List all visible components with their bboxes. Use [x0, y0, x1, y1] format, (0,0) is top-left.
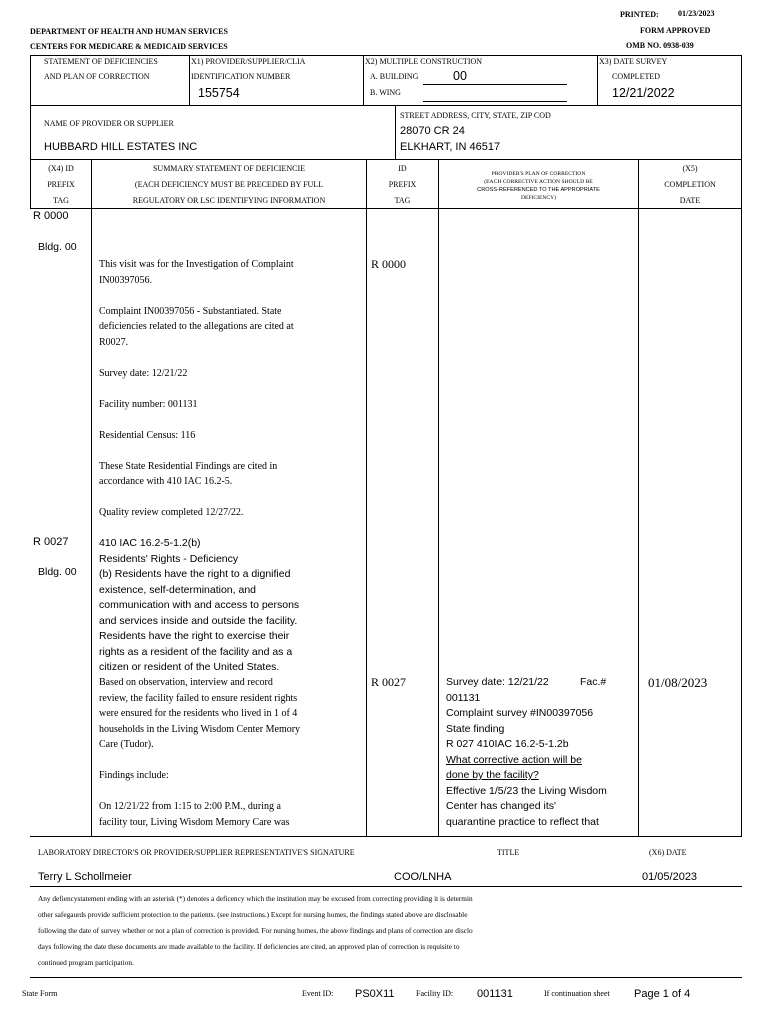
- state-form-label: State Form: [22, 989, 58, 998]
- provider-id-label-2: IDENTIFICATION NUMBER: [191, 72, 291, 81]
- plan-line: State finding: [446, 722, 505, 735]
- col3-header-2: PREFIX: [388, 180, 417, 189]
- signature-label: LABORATORY DIRECTOR'S OR PROVIDER/SUPPLIER REPRESENTATIVE'S SIGNATURE: [38, 848, 355, 857]
- signature-date: 01/05/2023: [642, 871, 698, 883]
- signer-name: Terry L Schollmeier: [38, 871, 132, 883]
- plan-line: quarantine practice to reflect that: [446, 815, 599, 828]
- event-id-label: Event ID:: [302, 989, 334, 998]
- provider-name-label: NAME OF PROVIDER OR SUPPLIER: [44, 119, 174, 128]
- building-label: A. BUILDING: [370, 72, 419, 81]
- wing-label: B. WING: [370, 88, 401, 97]
- r0000-prefix: R 0000: [371, 257, 407, 271]
- department-title: DEPARTMENT OF HEALTH AND HUMAN SERVICES: [30, 27, 228, 36]
- building-value: 00: [453, 69, 467, 83]
- statement-label-1: STATEMENT OF DEFICIENCIES: [44, 57, 158, 66]
- summary-line: deficiencies related to the allegations are cited at: [99, 321, 294, 332]
- regulation-line: 410 IAC 16.2-5-1.2(b): [99, 537, 201, 549]
- plan-line: 001131: [446, 691, 481, 704]
- event-id: PS0X11: [355, 988, 395, 1000]
- findings-line: Care (Tudor).: [99, 739, 154, 750]
- regulation-line: communication with and access to persons: [99, 599, 300, 611]
- plan-line: Center has changed its': [446, 800, 556, 812]
- disclaimer-line: Any defiencystatement ending with an asterisk (*) denotes a deficency which the institution may be excused from correcting providing it is determin: [38, 894, 473, 903]
- col3-header-3: TAG: [394, 196, 411, 205]
- summary-line: Quality review completed 12/27/22.: [99, 507, 244, 518]
- col5-header-1: (X5): [682, 164, 698, 173]
- plan-line: done by the facility?: [446, 769, 539, 781]
- findings-line: facility tour, Living Wisdom Memory Care was: [99, 816, 290, 828]
- r0000-bldg: Bldg. 00: [38, 241, 77, 253]
- date-survey-label: X3) DATE SURVEY: [599, 57, 668, 66]
- col1-header-3: TAG: [53, 196, 69, 205]
- disclaimer-line: other safegaurds provide sufficient protection to the patients. (see instructions.) Except for nursing homes, the findings stated above are disclosable: [38, 910, 468, 919]
- regulation-line: Residents' Rights - Deficiency: [99, 552, 239, 565]
- plan-line: Complaint survey #IN00397056: [446, 707, 594, 719]
- facility-id-label: Facility ID:: [416, 989, 454, 998]
- city-state-zip: ELKHART, IN 46517: [400, 141, 501, 153]
- findings-line: were ensured for the residents who lived in 1 of 4: [99, 708, 298, 719]
- date-completed-label: COMPLETED: [612, 72, 660, 81]
- col2-header-1: SUMMARY STATEMENT OF DEFICIENCIE: [152, 164, 306, 173]
- summary-line: IN00397056.: [99, 274, 153, 286]
- col5-header-2: COMPLETION: [664, 180, 716, 189]
- facility-id: 001131: [477, 988, 513, 1000]
- col3-header-1: ID: [398, 164, 407, 173]
- address-label: STREET ADDRESS, CITY, STATE, ZIP COD: [400, 111, 551, 120]
- printed-label: PRINTED:: [620, 10, 659, 19]
- provider-id-label-1: X1) PROVIDER/SUPPLIER/CLIA: [191, 57, 306, 66]
- plan-line: What corrective action will be: [446, 753, 582, 766]
- regulation-line: and services inside and outside the facility.: [99, 614, 298, 627]
- statement-label-2: AND PLAN OF CORRECTION: [44, 72, 150, 81]
- provider-id-value: 155754: [198, 86, 240, 100]
- findings-line: review, the facility failed to ensure resident rights: [99, 692, 298, 704]
- summary-line: These State Residential Findings are cited in: [99, 460, 278, 472]
- summary-line: Survey date: 12/21/22: [99, 367, 188, 379]
- r0027-prefix: R 0027: [371, 675, 407, 689]
- findings-line: households in the Living Wisdom Center Memory: [99, 723, 301, 735]
- regulation-line: Residents have the right to exercise their: [99, 630, 290, 642]
- omb-number: OMB NO. 0938-039: [626, 41, 694, 50]
- multiple-construction-label: X2) MULTIPLE CONSTRUCTION: [365, 57, 483, 66]
- regulation-line: citizen or resident of the United States.: [99, 661, 280, 673]
- summary-line: R0027.: [99, 336, 129, 348]
- date-label: (X6) DATE: [649, 848, 687, 857]
- col1-header-2: PREFIX: [47, 180, 75, 189]
- plan-survey-date: Survey date: 12/21/22: [446, 676, 549, 688]
- provider-name: HUBBARD HILL ESTATES INC: [44, 141, 198, 153]
- summary-line: Facility number: 001131: [99, 398, 198, 410]
- col1-header-1: (X4) ID: [48, 164, 74, 173]
- summary-line: Residential Census: 116: [99, 429, 196, 441]
- form-approved: FORM APPROVED: [640, 26, 711, 35]
- r0000-tag: R 0000: [33, 210, 69, 222]
- findings-line: Based on observation, interview and record: [99, 677, 273, 688]
- continuation-label: If continuation sheet: [544, 989, 610, 998]
- regulation-line: (b) Residents have the right to a dignified: [99, 568, 291, 580]
- findings-line: Findings include:: [99, 770, 169, 781]
- r0027-bldg: Bldg. 00: [38, 566, 77, 578]
- title-label: TITLE: [497, 848, 520, 857]
- centers-title: CENTERS FOR MEDICARE & MEDICAID SERVICES: [30, 42, 228, 51]
- col4-header-1: PROVIDER'S PLAN OF CORRECTION: [491, 171, 586, 177]
- summary-line: accordance with 410 IAC 16.2-5.: [99, 476, 233, 487]
- col4-header-2: (EACH CORRECTIVE ACTION SHOULD BE: [484, 179, 593, 185]
- summary-line: This visit was for the Investigation of Complaint: [99, 259, 294, 270]
- col4-header-3: CROSS-REFERENCED TO THE APPROPRIATE: [477, 187, 600, 193]
- findings-line: On 12/21/22 from 1:15 to 2:00 P.M., during a: [99, 801, 281, 812]
- disclaimer-line: days following the date these documents are made available to the facility. If deficiencies are cited, an approved plan of correction is requisite to: [38, 942, 460, 951]
- page-number: Page 1 of 4: [634, 988, 691, 1000]
- date-survey-value: 12/21/2022: [612, 86, 675, 100]
- col2-header-3: REGULATORY OR LSC IDENTIFYING INFORMATION: [132, 196, 326, 205]
- disclaimer-line: following the date of survey whether or not a plan of correction is provided. For nursing homes, the above findings and plans of correction are disclo: [38, 926, 473, 935]
- signer-title: COO/LNHA: [394, 871, 452, 883]
- plan-line: Effective 1/5/23 the Living Wisdom: [446, 784, 607, 797]
- regulation-line: existence, self-determination, and: [99, 583, 257, 596]
- plan-fac-label: Fac.#: [580, 676, 607, 688]
- disclaimer-line: continued program participation.: [38, 958, 134, 967]
- plan-line: R 027 410IAC 16.2-5-1.2b: [446, 738, 569, 750]
- street-address: 28070 CR 24: [400, 125, 465, 137]
- col2-header-2: (EACH DEFICIENCY MUST BE PRECEDED BY FULL: [134, 180, 324, 189]
- r0027-tag: R 0027: [33, 536, 69, 548]
- completion-date: 01/08/2023: [648, 675, 708, 690]
- printed-date: 01/23/2023: [678, 9, 715, 18]
- col5-header-3: DATE: [679, 196, 701, 205]
- summary-line: Complaint IN00397056 - Substantiated. State: [99, 305, 282, 317]
- regulation-line: rights as a resident of the facility and as a: [99, 645, 293, 658]
- col4-header-4: DEFICIENCY): [520, 195, 557, 201]
